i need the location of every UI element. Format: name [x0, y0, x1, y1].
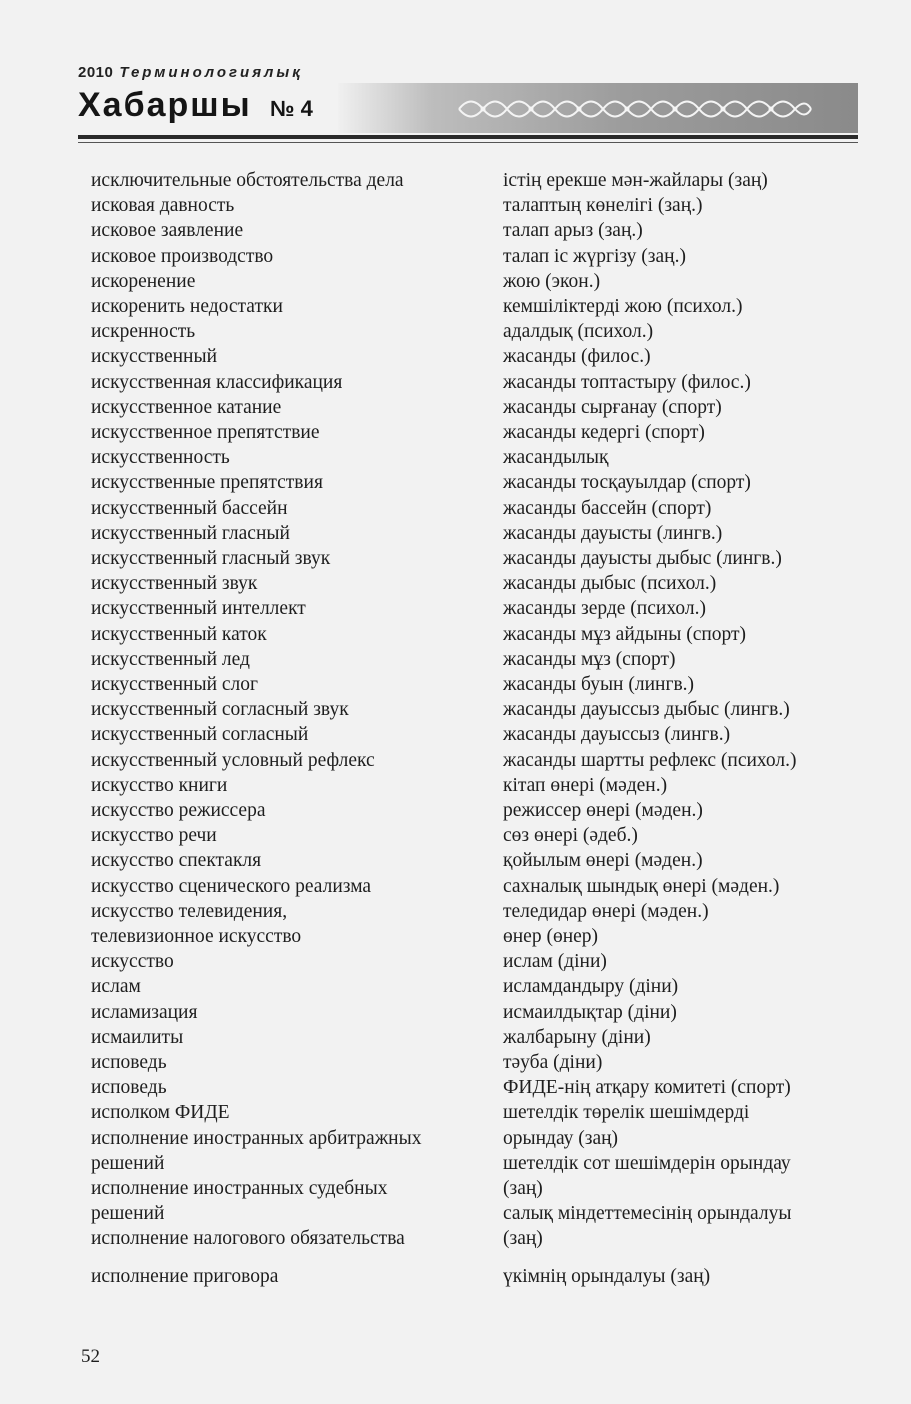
term-ru: искусственный слог	[91, 674, 259, 695]
term-kz: талаптың көнелігі (заң.)	[503, 195, 703, 217]
term-ru: решений	[91, 1152, 165, 1174]
term-ru: искренность	[91, 321, 196, 343]
term-kz: жасанды шартты рефлекс (психол.)	[503, 749, 797, 771]
term-kz: кемшіліктерді жою (психол.)	[503, 296, 743, 317]
term-ru: искусственный каток	[91, 623, 267, 645]
term-ru: ислам	[91, 976, 141, 998]
term-kz: талап іс жүргізу (заң.)	[503, 245, 686, 267]
term-kz: сөз өнері (әдеб.)	[503, 825, 638, 847]
term-kz: үкімнің орындалуы (заң)	[503, 1265, 711, 1287]
term-ru: искусственный гласный звук	[91, 548, 331, 569]
term-kz: жасанды (филос.)	[503, 346, 651, 368]
term-ru: искусственность	[91, 447, 230, 469]
term-kz: жасанды буын (лингв.)	[503, 674, 695, 695]
term-kz: істің ерекше мән-жайлары (заң)	[503, 170, 768, 191]
page-number: 52	[81, 1346, 100, 1367]
term-ru: искусственный условный рефлекс	[91, 749, 375, 771]
header-rule-thin	[78, 142, 858, 143]
term-ru: исламизация	[91, 1001, 198, 1023]
term-ru: исковое заявление	[91, 220, 244, 242]
term-kz: сахналық шындық өнері (мәден.)	[503, 875, 780, 897]
term-ru: исмаилиты	[91, 1026, 184, 1048]
term-ru: исполнение иностранных судебных	[91, 1178, 388, 1199]
term-ru: искусственный	[91, 346, 218, 368]
term-ru: исполнение иностранных арбитражных	[91, 1127, 422, 1149]
term-kz: адалдық (психол.)	[503, 321, 654, 343]
term-kz: жасанды бассейн (спорт)	[503, 497, 712, 519]
term-kz: жасанды дауысты (лингв.)	[503, 522, 723, 544]
header-year: 2010	[78, 64, 114, 81]
term-ru: искусственное катание	[91, 396, 282, 418]
header-rule-thick	[78, 135, 858, 139]
term-ru: исключительные обстоятельства дела	[91, 170, 404, 191]
term-kz: салық міндеттемесінің орындалуы	[503, 1203, 792, 1225]
term-ru: искусство спектакля	[91, 850, 262, 872]
term-ru: искусственная классификация	[91, 371, 343, 393]
term-kz: кітап өнері (мәден.)	[503, 774, 668, 796]
term-ru: исполком ФИДЕ	[91, 1102, 230, 1124]
term-kz: жасанды топтастыру (филос.)	[503, 371, 751, 393]
header-title: Хабаршы	[78, 86, 252, 124]
term-ru: искусство речи	[91, 825, 217, 847]
term-ru: искусство сценического реализма	[91, 875, 372, 897]
term-ru: искусственный бассейн	[91, 497, 288, 519]
term-kz: режиссер өнері (мәден.)	[503, 800, 703, 821]
term-kz: жасанды мұз (спорт)	[503, 648, 676, 670]
header-journal-word: Терминологиялық	[119, 64, 303, 81]
term-kz: жасанды тосқауылдар (спорт)	[503, 472, 751, 494]
term-ru: искусственное препятствие	[91, 422, 320, 443]
term-kz: (заң)	[503, 1228, 543, 1250]
term-ru: искусственный звук	[91, 573, 258, 595]
term-kz: исмаилдықтар (діни)	[503, 1001, 677, 1023]
term-kz: шетелдік төрелік шешімдерді	[503, 1102, 750, 1124]
term-kz: қойылым өнері (мәден.)	[503, 850, 703, 872]
term-kz: ислам (діни)	[503, 951, 607, 973]
term-kz: жасандылық	[503, 447, 609, 469]
term-kz: жасанды дауыссыз дыбыс (лингв.)	[503, 699, 790, 721]
term-ru: исполнение приговора	[91, 1265, 279, 1287]
term-kz: жасанды дауысты дыбыс (лингв.)	[503, 548, 782, 569]
term-kz: (заң)	[503, 1178, 543, 1199]
term-kz: жасанды кедергі (спорт)	[503, 422, 705, 443]
term-ru: искусственный согласный	[91, 724, 309, 746]
term-kz: талап арыз (заң.)	[503, 220, 643, 242]
term-ru: искусственные препятствия	[91, 472, 323, 494]
header-year-line	[78, 64, 303, 81]
term-kz: ФИДЕ-нің атқару комитеті (спорт)	[503, 1077, 791, 1099]
term-kz: жою (экон.)	[503, 270, 601, 292]
term-kz: жасанды дауыссыз (лингв.)	[503, 724, 731, 746]
term-ru: искусственный лед	[91, 648, 250, 670]
term-ru: решений	[91, 1203, 165, 1225]
term-kz: теледидар өнері (мәден.)	[503, 900, 709, 922]
term-ru: искусственный интеллект	[91, 598, 306, 620]
term-ru: искусственный гласный	[91, 522, 290, 544]
term-ru: искусство	[91, 951, 174, 973]
term-ru: исповедь	[91, 1052, 167, 1073]
term-kz: исламдандыру (діни)	[503, 976, 679, 998]
term-ru: исковая давность	[91, 195, 235, 217]
term-ru: искоренить недостатки	[91, 296, 283, 317]
term-kz: шетелдік сот шешімдерін орындау	[503, 1152, 791, 1174]
term-kz: жалбарыну (діни)	[503, 1026, 651, 1048]
ornament-pattern	[455, 88, 815, 130]
header-issue: № 4	[270, 96, 313, 121]
term-kz: жасанды зерде (психол.)	[503, 598, 706, 620]
term-ru: искусство режиссера	[91, 800, 266, 821]
term-kz: өнер (өнер)	[503, 926, 599, 947]
term-ru: исполнение налогового обязательства	[91, 1228, 405, 1250]
term-kz: тәуба (діни)	[503, 1052, 603, 1073]
term-ru: искусство телевидения,	[91, 900, 288, 922]
term-ru: исповедь	[91, 1077, 167, 1099]
term-ru: исковое производство	[91, 245, 274, 267]
term-kz: жасанды дыбыс (психол.)	[503, 573, 717, 595]
term-kz: жасанды мұз айдыны (спорт)	[503, 623, 747, 645]
term-ru: искоренение	[91, 270, 196, 292]
term-kz: жасанды сырғанау (спорт)	[503, 396, 722, 418]
term-ru: искусственный согласный звук	[91, 699, 349, 721]
term-kz: орындау (заң)	[503, 1127, 619, 1149]
term-ru: телевизионное искусство	[91, 926, 302, 947]
term-ru: искусство книги	[91, 774, 228, 796]
